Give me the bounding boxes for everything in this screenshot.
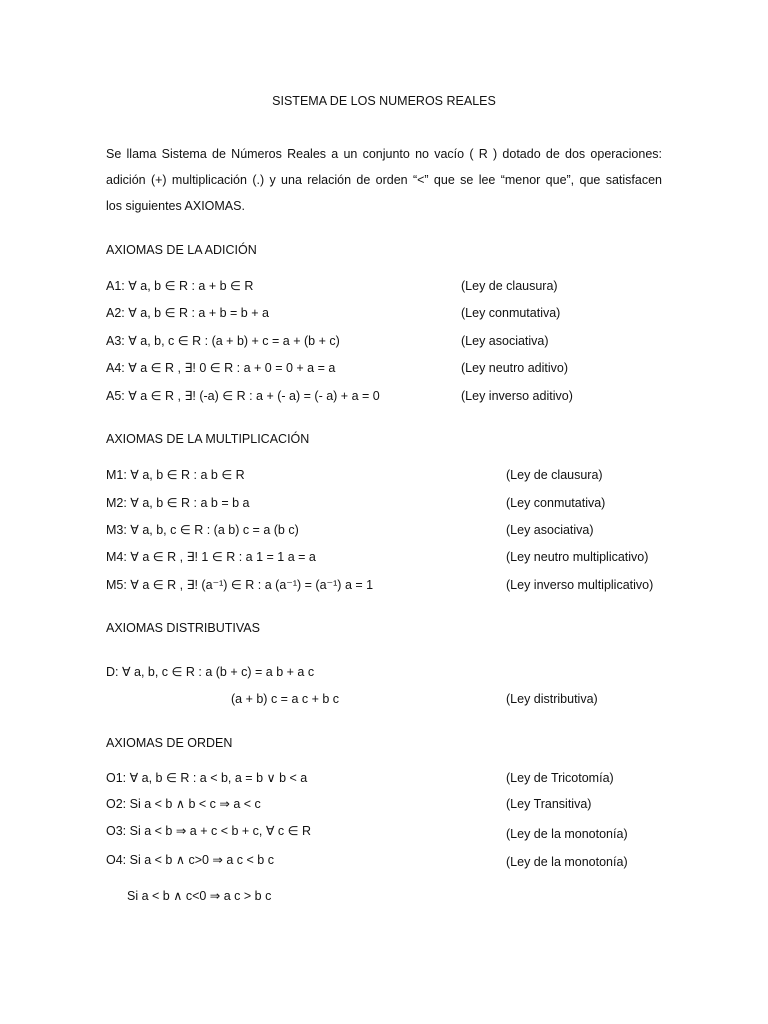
axiom-law: (Ley inverso multiplicativo) — [506, 578, 654, 592]
intro-line-2: adición (+) multiplicación (.) y una relación de orden “<” que se lee “menor que”, que satisfacen — [106, 173, 662, 187]
axiom-formula: A3: ∀ a, b, c ∈ R : (a + b) + c = a + (b + c) — [106, 334, 340, 348]
axiom-law: (Ley asociativa) — [506, 523, 594, 537]
axiom-law: (Ley conmutativa) — [461, 306, 561, 320]
axiom-formula: M1: ∀ a, b ∈ R : a b ∈ R — [106, 468, 245, 482]
axiom-law: (Ley neutro aditivo) — [461, 361, 569, 375]
axiom-law: (Ley asociativa) — [461, 334, 549, 348]
axiom-law: (Ley inverso aditivo) — [461, 389, 573, 403]
axiom-formula: O1: ∀ a, b ∈ R : a < b, a = b ∨ b < a — [106, 771, 308, 785]
intro-line-1: Se llama Sistema de Números Reales a un conjunto no vacío ( R ) dotado de dos operaciones: — [106, 147, 662, 161]
axiom-formula: A2: ∀ a, b ∈ R : a + b = b + a — [106, 306, 269, 320]
axiom-formula: O4: Si a < b ∧ c>0 ⇒ a c < b c — [106, 853, 274, 867]
axiom-law: (Ley de la monotonía) — [506, 855, 628, 869]
section-heading-orden: AXIOMAS DE ORDEN — [106, 736, 233, 750]
section-heading-distributivas: AXIOMAS DISTRIBUTIVAS — [106, 621, 260, 635]
axiom-law: (Ley de Tricotomía) — [506, 771, 614, 785]
axiom-law: (Ley neutro multiplicativo) — [506, 550, 649, 564]
section-heading-multiplicacion: AXIOMAS DE LA MULTIPLICACIÓN — [106, 432, 310, 446]
axiom-formula: M5: ∀ a ∈ R , ∃! (a⁻¹) ∈ R : a (a⁻¹) = (a⁻¹) a = 1 — [106, 578, 374, 592]
intro-paragraph — [106, 146, 662, 224]
intro-line-3: los siguientes AXIOMAS. — [106, 199, 245, 213]
axiom-formula: M4: ∀ a ∈ R , ∃! 1 ∈ R : a 1 = 1 a = a — [106, 550, 316, 564]
axiom-formula: O3: Si a < b ⇒ a + c < b + c, ∀ c ∈ R — [106, 824, 311, 838]
axiom-formula: A5: ∀ a ∈ R , ∃! (-a) ∈ R : a + (- a) = (- a) + a = 0 — [106, 389, 380, 403]
axiom-formula: A4: ∀ a ∈ R , ∃! 0 ∈ R : a + 0 = 0 + a = a — [106, 361, 336, 375]
axiom-formula: M3: ∀ a, b, c ∈ R : (a b) c = a (b c) — [106, 523, 299, 537]
page-title: SISTEMA DE LOS NUMEROS REALES — [272, 94, 496, 108]
axiom-law: (Ley conmutativa) — [506, 496, 606, 510]
axiom-formula: D: ∀ a, b, c ∈ R : a (b + c) = a b + a c — [106, 665, 315, 679]
axiom-formula: Si a < b ∧ c<0 ⇒ a c > b c — [127, 889, 272, 903]
axiom-law: (Ley distributiva) — [506, 692, 598, 706]
axiom-formula: (a + b) c = a c + b c — [231, 692, 340, 706]
axiom-formula: O2: Si a < b ∧ b < c ⇒ a < c — [106, 797, 261, 811]
axiom-law: (Ley de clausura) — [506, 468, 603, 482]
axiom-formula: A1: ∀ a, b ∈ R : a + b ∈ R — [106, 279, 254, 293]
section-heading-adicion: AXIOMAS DE LA ADICIÓN — [106, 243, 257, 257]
axiom-formula: M2: ∀ a, b ∈ R : a b = b a — [106, 496, 250, 510]
axiom-law: (Ley de la monotonía) — [506, 827, 628, 841]
axiom-law: (Ley de clausura) — [461, 279, 558, 293]
axiom-law: (Ley Transitiva) — [506, 797, 592, 811]
